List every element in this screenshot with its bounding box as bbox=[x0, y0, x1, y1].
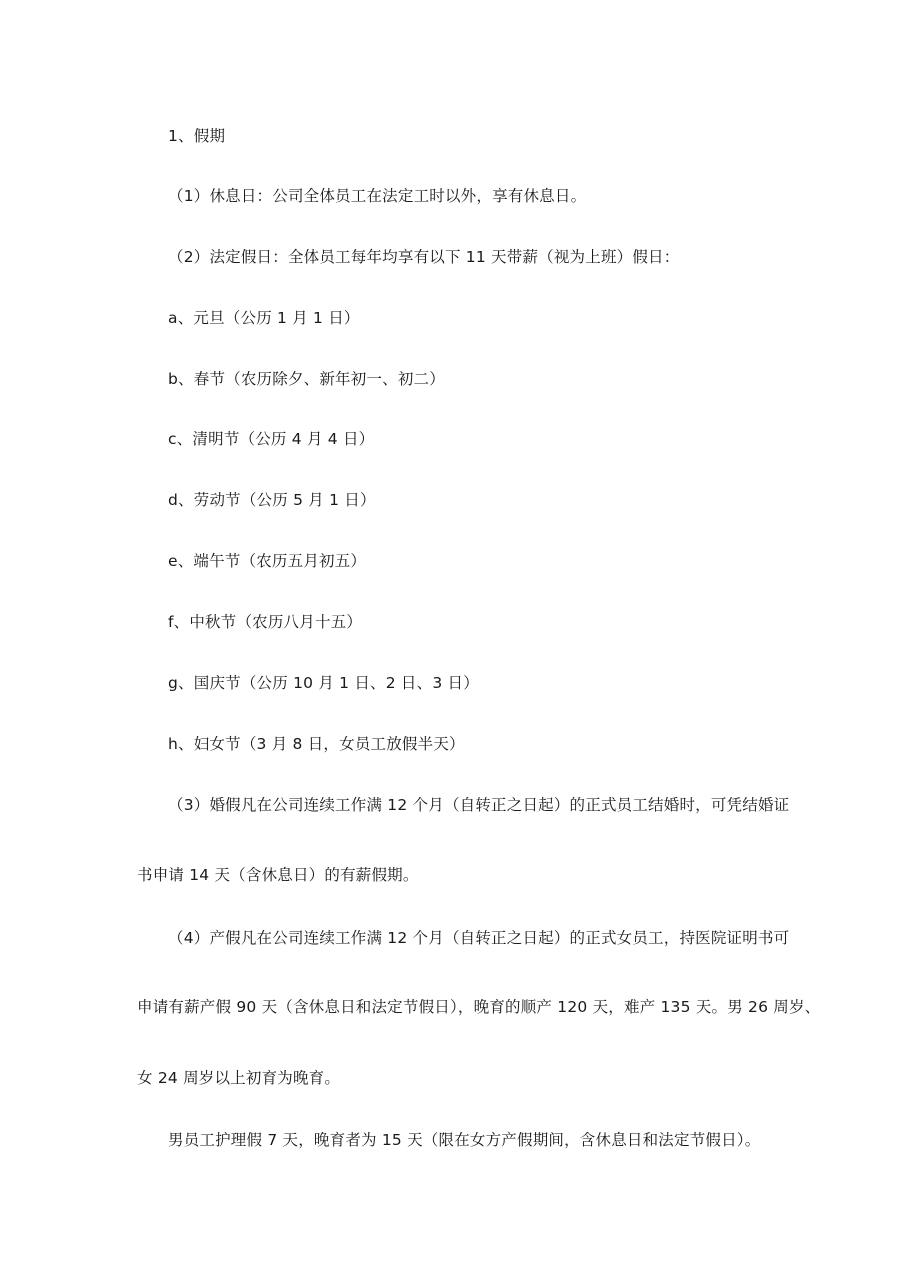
holiday-item: b、春节（农历除夕、新年初一、初二） bbox=[168, 370, 445, 388]
holiday-item: d、劳动节（公历 5 月 1 日） bbox=[168, 491, 376, 509]
holiday-item: g、国庆节（公历 10 月 1 日、2 日、3 日） bbox=[168, 674, 479, 692]
holiday-item: h、妇女节（3 月 8 日，女员工放假半天） bbox=[168, 735, 465, 753]
rest-day-paragraph: （1）休息日：公司全体员工在法定工时以外，享有休息日。 bbox=[168, 187, 587, 205]
holiday-item: a、元旦（公历 1 月 1 日） bbox=[168, 309, 360, 327]
marriage-leave-line: 书申请 14 天（含休息日）的有薪假期。 bbox=[137, 866, 419, 884]
statutory-holiday-intro: （2）法定假日：全体员工每年均享有以下 11 天带薪（视为上班）假日： bbox=[168, 248, 680, 266]
section-heading: 1、假期 bbox=[168, 127, 226, 145]
maternity-leave-line: （4）产假凡在公司连续工作满 12 个月（自转正之日起）的正式女员工，持医院证明书可 bbox=[168, 929, 790, 947]
holiday-item: c、清明节（公历 4 月 4 日） bbox=[168, 430, 375, 448]
holiday-item: e、端午节（农历五月初五） bbox=[168, 552, 367, 570]
paternity-leave-paragraph: 男员工护理假 7 天，晚育者为 15 天（限在女方产假期间，含休息日和法定节假日）。 bbox=[168, 1131, 761, 1149]
marriage-leave-line: （3）婚假凡在公司连续工作满 12 个月（自转正之日起）的正式员工结婚时，可凭结婚证 bbox=[168, 796, 790, 814]
maternity-leave-line: 申请有薪产假 90 天（含休息日和法定节假日），晚育的顺产 120 天，难产 135 天。男 26 周岁、 bbox=[137, 998, 821, 1016]
maternity-leave-line: 女 24 周岁以上初育为晚育。 bbox=[137, 1069, 341, 1087]
holiday-item: f、中秋节（农历八月十五） bbox=[168, 613, 363, 631]
